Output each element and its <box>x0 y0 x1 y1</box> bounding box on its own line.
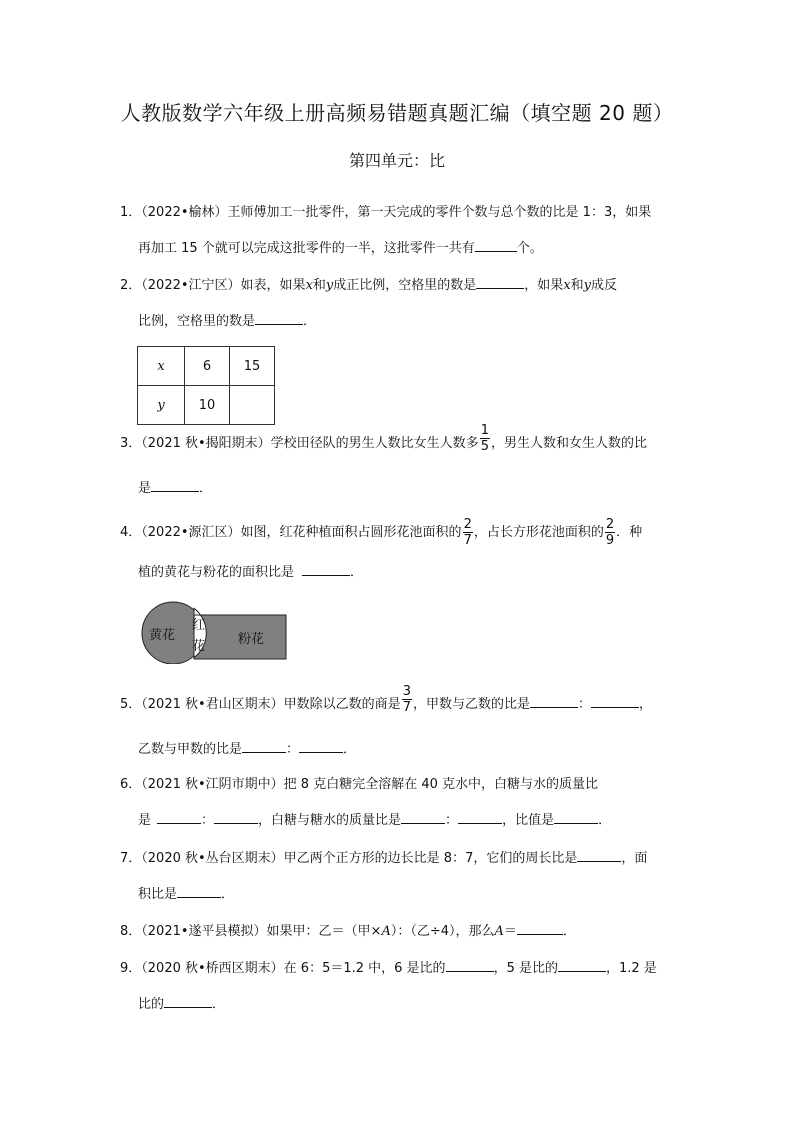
fraction <box>402 684 412 715</box>
fraction <box>463 517 473 548</box>
question-text: ．种 <box>616 525 643 540</box>
answer-blank[interactable] <box>242 740 286 753</box>
question-text: ，占长方形花池面积的 <box>473 525 604 540</box>
question-text: ： <box>445 813 459 828</box>
page-title: 人教版数学六年级上册高频易错题真题汇编（填空题 20 题） <box>120 101 674 125</box>
question-number: 1． <box>120 205 142 220</box>
question-text: 和 <box>570 278 584 293</box>
table-row <box>138 347 275 386</box>
variable-a: A <box>494 924 504 939</box>
question-text: ． <box>199 481 213 496</box>
answer-blank[interactable] <box>401 811 445 824</box>
ratio-table <box>137 346 275 425</box>
answer-blank[interactable] <box>446 959 494 972</box>
question-text: 如果甲：乙＝（甲× <box>266 924 382 939</box>
question-text: 在 6：5＝1.2 中，6 是比的 <box>283 961 446 976</box>
question-number: 7． <box>120 851 142 866</box>
question-text: 比的 <box>138 997 165 1012</box>
table-row <box>138 386 275 425</box>
question-text: 如图，红花种植面积占圆形花池面积的 <box>240 525 462 540</box>
answer-blank[interactable] <box>476 276 524 289</box>
question-text: 甲数除以乙数的商是 <box>283 697 401 712</box>
question-text: ． <box>562 924 576 939</box>
answer-blank[interactable] <box>517 922 563 935</box>
numerator: 1 <box>480 423 489 438</box>
question-source: （2020 秋•桥西区期末） <box>141 961 284 976</box>
question-text: 和 <box>312 278 326 293</box>
answer-blank[interactable] <box>458 811 502 824</box>
question-text: ． <box>221 887 235 902</box>
answer-blank[interactable] <box>577 849 621 862</box>
question-text: ． <box>343 742 357 757</box>
question-text: 再加工 15 个就可以完成这批零件的一半，这批零件一共有 <box>138 241 475 256</box>
denominator: 5 <box>480 439 489 454</box>
answer-blank[interactable] <box>255 312 303 325</box>
denominator: 7 <box>402 700 411 715</box>
question-source: （2021•遂平县模拟） <box>141 924 267 939</box>
question-text: ，白糖与糖水的质量比是 <box>258 813 402 828</box>
table-cell <box>138 386 185 425</box>
question-number: 2． <box>120 278 142 293</box>
question-text: ）：（乙÷4），那么 <box>390 924 495 939</box>
variable-x: x <box>563 278 571 293</box>
question-text: ： <box>286 742 300 757</box>
answer-blank[interactable] <box>591 695 639 708</box>
blank-table-cell[interactable] <box>230 386 275 425</box>
question-text: 是 <box>138 813 152 828</box>
question-source: （2022•榆林） <box>141 205 228 220</box>
fraction <box>480 423 490 454</box>
question-source: （2022•源汇区） <box>141 525 241 540</box>
question-text: 是 <box>138 481 152 496</box>
question-text: 比例，空格里的数是 <box>138 314 256 329</box>
numerator: 2 <box>463 517 472 532</box>
question-source: （2021 秋•揭阳期末） <box>141 436 271 451</box>
numerator: 2 <box>605 517 615 532</box>
answer-blank[interactable] <box>475 239 517 252</box>
variable-x: x <box>305 278 313 293</box>
variable-y: y <box>583 278 592 293</box>
red-flower-label-2: 花 <box>192 639 206 654</box>
question-text: 成反 <box>591 278 618 293</box>
answer-blank[interactable] <box>177 885 221 898</box>
answer-blank[interactable] <box>151 479 199 492</box>
question-text: ，甲数与乙数的比是 <box>412 697 530 712</box>
question-text: 积比是 <box>138 887 178 902</box>
answer-blank[interactable] <box>299 740 343 753</box>
question-number: 8． <box>120 924 142 939</box>
yellow-flower-label: 黄花 <box>149 628 176 643</box>
question-text: ： <box>577 697 591 712</box>
question-text: ． <box>303 314 317 329</box>
table-cell: 6 <box>185 347 230 386</box>
question-text: ，如果 <box>524 278 564 293</box>
numerator: 3 <box>402 684 411 699</box>
answer-blank[interactable] <box>214 811 258 824</box>
question-text: 王师傅加工一批零件，第一天完成的零件个数与总个数的比是 1：3，如果 <box>227 205 652 220</box>
question-number: 5． <box>120 697 142 712</box>
variable-y: y <box>325 278 334 293</box>
fraction <box>605 517 615 548</box>
denominator: 9 <box>605 533 615 548</box>
question-text: 学校田径队的男生人数比女生人数多 <box>270 436 479 451</box>
question-text: ，1.2 是 <box>605 961 657 976</box>
question-text: 甲乙两个正方形的边长比是 8：7，它们的周长比是 <box>283 851 578 866</box>
answer-blank[interactable] <box>530 695 578 708</box>
question-text: 乙数与甲数的比是 <box>138 742 243 757</box>
table-cell: 15 <box>230 347 275 386</box>
answer-blank[interactable] <box>302 563 350 576</box>
question-text: 个。 <box>516 241 543 256</box>
variable-a: A <box>381 924 391 939</box>
question-text: ． <box>350 565 364 580</box>
question-text: ，比值是 <box>502 813 555 828</box>
question-number: 3． <box>120 436 142 451</box>
question-text: ，5 是比的 <box>493 961 558 976</box>
question-text: 植的黄花与粉花的面积比是 <box>138 565 295 580</box>
question-text: ． <box>598 813 612 828</box>
answer-blank[interactable] <box>164 995 212 1008</box>
question-number: 6． <box>120 777 142 792</box>
question-number: 9． <box>120 961 142 976</box>
question-source: （2020 秋•丛台区期末） <box>141 851 284 866</box>
cell-text: x <box>157 358 165 374</box>
denominator: 7 <box>463 533 472 548</box>
flower-bed-figure <box>138 598 290 664</box>
answer-blank[interactable] <box>558 959 606 972</box>
question-text: 如表，如果 <box>240 278 306 293</box>
answer-blank[interactable] <box>554 811 598 824</box>
table-cell <box>138 347 185 386</box>
table-cell: 10 <box>185 386 230 425</box>
question-text: 成正比例，空格里的数是 <box>333 278 477 293</box>
question-text: ＝ <box>503 924 517 939</box>
question-text: ． <box>212 997 226 1012</box>
question-source: （2021 秋•君山区期末） <box>141 697 284 712</box>
unit-subtitle: 第四单元：比 <box>348 151 445 170</box>
question-text: 把 8 克白糖完全溶解在 40 克水中，白糖与水的质量比 <box>283 777 599 792</box>
pink-flower-label: 粉花 <box>238 632 265 647</box>
question-text: ， <box>639 697 653 712</box>
question-text: ，面 <box>621 851 648 866</box>
question-text: ，男生人数和女生人数的比 <box>490 436 647 451</box>
question-source: （2022•江宁区） <box>141 278 241 293</box>
red-flower-label-1: 红 <box>192 618 206 633</box>
question-number: 4． <box>120 525 142 540</box>
cell-text: y <box>157 397 165 413</box>
question-text: ： <box>201 813 215 828</box>
answer-blank[interactable] <box>157 811 201 824</box>
question-source: （2021 秋•江阴市期中） <box>141 777 284 792</box>
